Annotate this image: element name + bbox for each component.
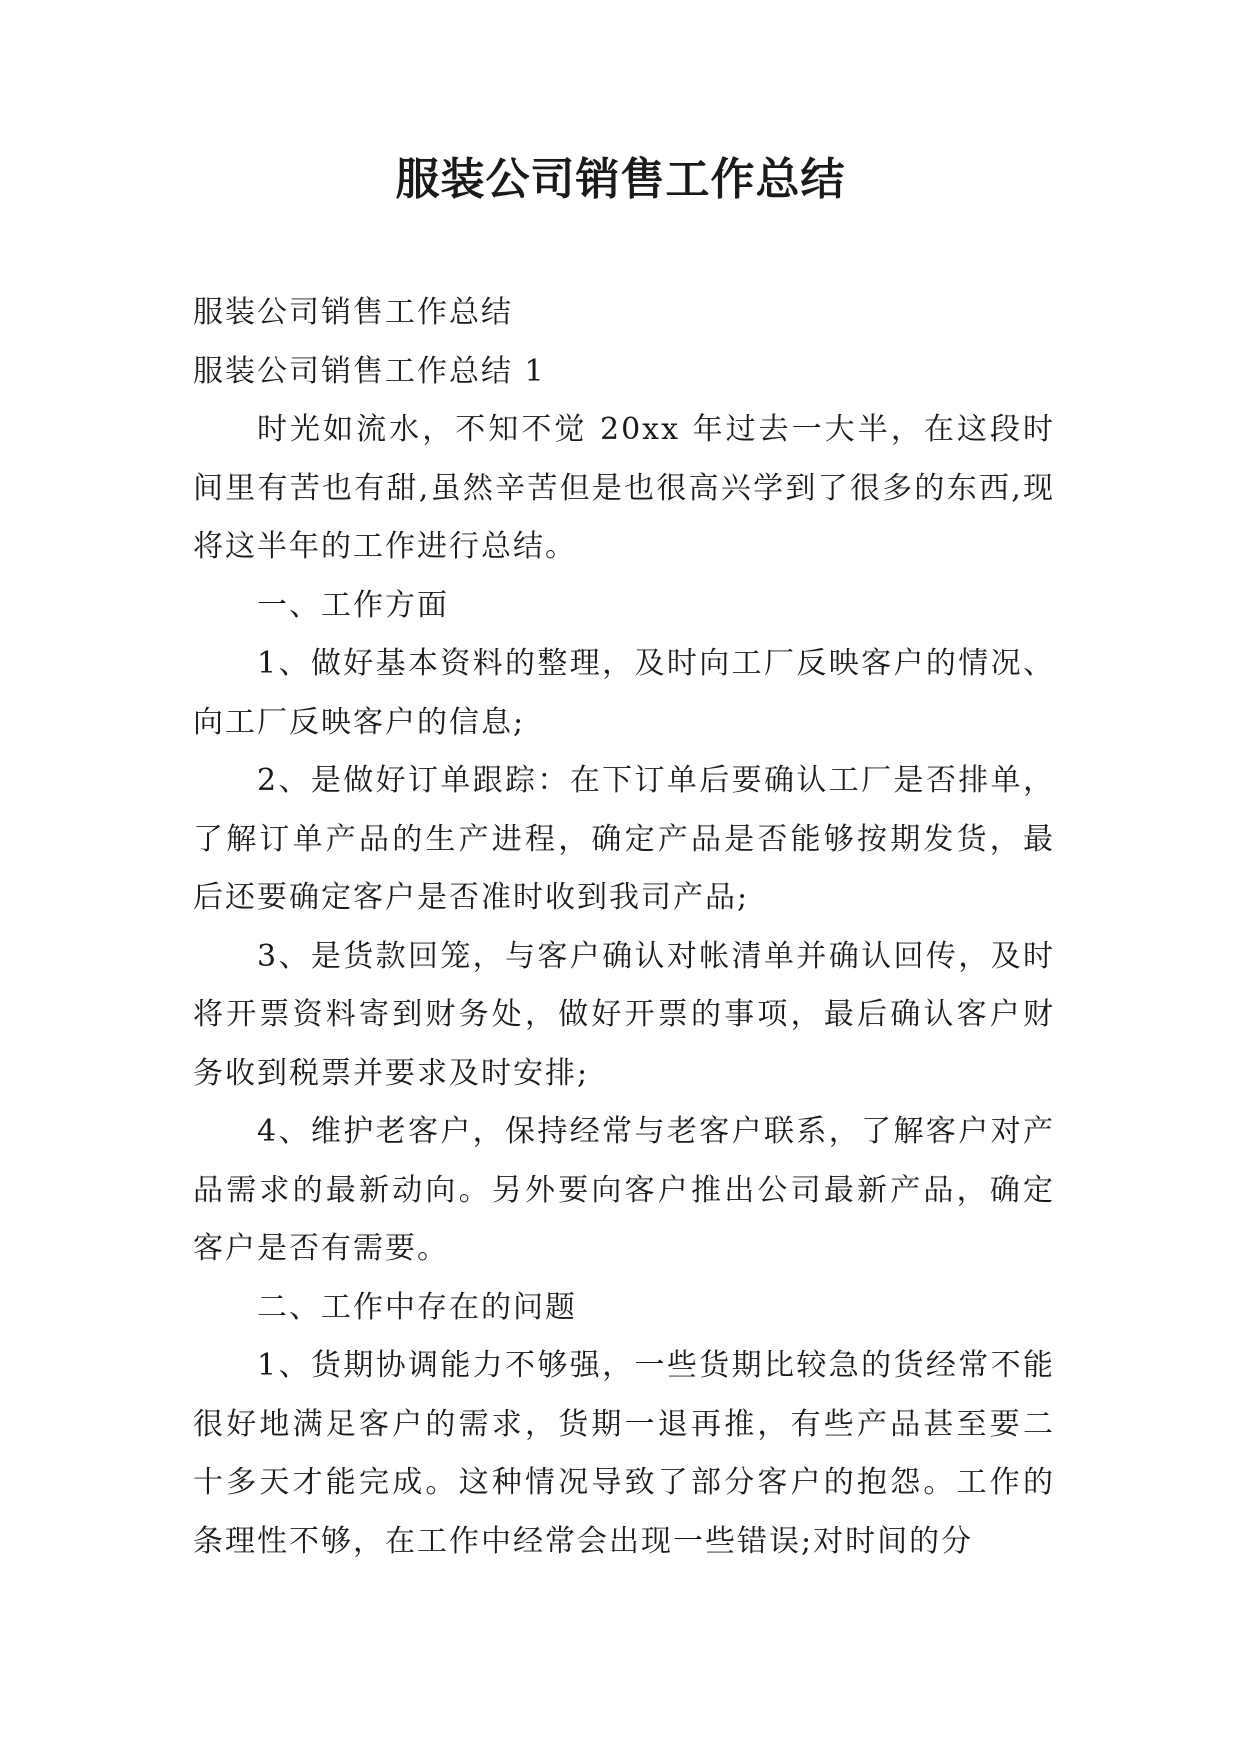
document-body <box>193 284 1055 1571</box>
paragraph-item-3: 3、是货款回笼，与客户确认对帐清单并确认回传，及时将开票资料寄到财务处，做好开票的事项，最后确认客户财务收到税票并要求及时安排; <box>193 938 1055 1091</box>
heading-problems: 二、工作中存在的问题 <box>257 1289 577 1325</box>
heading-work-aspects: 一、工作方面 <box>257 587 449 623</box>
paragraph-intro: 时光如流水，不知不觉 20xx 年过去一大半，在这段时间里有苦也有甜,虽然辛苦但是也很高兴学到了很多的东西,现将这半年的工作进行总结。 <box>193 412 1055 564</box>
paragraph-problem-1: 1、货期协调能力不够强，一些货期比较急的货经常不能很好地满足客户的需求，货期一退再推，有些产品甚至要二十多天才能完成。这种情况导致了部分客户的抱怨。工作的条理性不够，在工作中经常会出现一些错误;对时间的分 <box>193 1348 1055 1559</box>
paragraph-item-4: 4、维护老客户，保持经常与老客户联系，了解客户对产品需求的最新动向。另外要向客户推出公司最新产品，确定客户是否有需要。 <box>193 1114 1055 1266</box>
subtitle-line: 服装公司销售工作总结 <box>193 295 513 330</box>
paragraph-item-2: 2、是做好订单跟踪：在下订单后要确认工厂是否排单，了解订单产品的生产进程，确定产品是否能够按期发货，最后还要确定客户是否准时收到我司产品; <box>193 763 1055 915</box>
section-heading: 服装公司销售工作总结 1 <box>193 353 546 389</box>
paragraph-item-1: 1、做好基本资料的整理，及时向工厂反映客户的情况、向工厂反映客户的信息; <box>193 646 1055 740</box>
document-title: 服装公司销售工作总结 <box>395 154 846 205</box>
